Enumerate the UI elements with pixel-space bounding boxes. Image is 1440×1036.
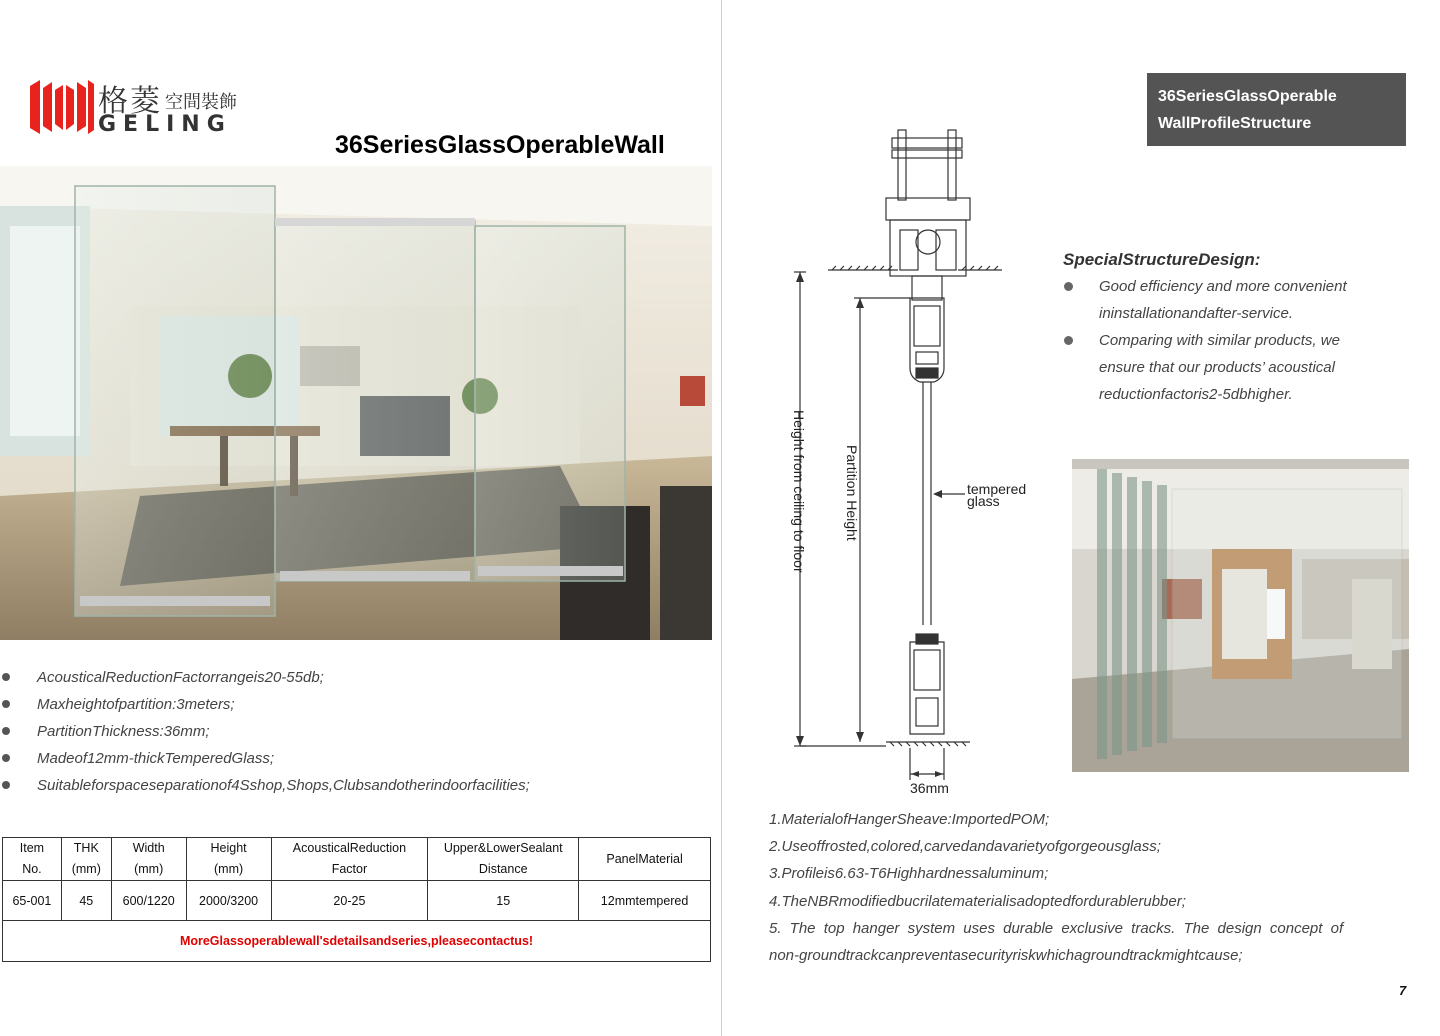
table-cell: 65-001 — [3, 881, 62, 921]
label-partition-height: Partition Height — [844, 445, 860, 541]
table-cell: 600/1220 — [111, 881, 186, 921]
bullet-dot-icon — [2, 727, 10, 735]
special-line: reductionfactoris2-5dbhigher. — [1099, 386, 1293, 403]
box-title-line1: 36SeriesGlassOperable — [1158, 88, 1337, 105]
table-cell: 2000/3200 — [186, 881, 271, 921]
special-line: ensure that our products’ acoustical — [1099, 359, 1335, 376]
feature-item: PartitionThickness:36mm; — [0, 720, 715, 747]
feature-list — [0, 666, 715, 801]
list-item: 5. The top hanger system uses durable exclusive tracks. The design concept of — [769, 920, 1344, 937]
table-note-row — [3, 921, 711, 962]
profile-cross-section-diagram — [780, 120, 1060, 810]
special-line: ininstallationandafter-service. — [1099, 305, 1293, 322]
label-glass: glass — [967, 493, 1000, 509]
list-item: 3.Profileis6.63-T6Highhardnessaluminum; — [769, 865, 1049, 882]
table-row — [3, 881, 711, 921]
bullet-dot-icon — [2, 700, 10, 708]
brand-cn-name: 格菱 — [98, 84, 162, 119]
bullet-dot-icon — [2, 673, 10, 681]
special-structure-title: SpecialStructureDesign: — [1063, 250, 1261, 269]
bullet-dot-icon — [1064, 336, 1073, 345]
table-header-cell: Item No. — [3, 838, 62, 881]
brand-logo — [30, 80, 250, 136]
special-line: Good efficiency and more convenient — [1099, 278, 1347, 295]
table-header-row — [3, 838, 711, 881]
label-tempered: tempered — [967, 481, 1027, 497]
table-header-cell: Upper&LowerSealant Distance — [428, 838, 579, 881]
bullet-dot-icon — [2, 781, 10, 789]
page-number: 7 — [1399, 983, 1407, 998]
list-item: 1.MaterialofHangerSheave:ImportedPOM; — [769, 811, 1050, 828]
showroom-glass-wall-photo — [1072, 459, 1409, 772]
profile-structure-title-box — [1147, 73, 1406, 146]
table-cell: 12mmtempered — [579, 881, 711, 921]
table-header-cell: PanelMaterial — [579, 838, 711, 881]
spec-table — [2, 837, 711, 962]
list-item: 4.TheNBRmodifiedbucrilatematerialisadoptedfordurablerubber; — [769, 893, 1186, 910]
feature-item: Maxheightofpartition:3meters; — [0, 693, 715, 720]
bullet-dot-icon — [2, 754, 10, 762]
special-line: Comparing with similar products, we — [1099, 332, 1340, 349]
brand-en-name: GELING — [98, 112, 232, 137]
feature-item: AcousticalReductionFactorrangeis20-55db; — [0, 666, 715, 693]
box-title-line2: WallProfileStructure — [1158, 115, 1312, 132]
table-header-cell: AcousticalReduction Factor — [271, 838, 428, 881]
table-header-cell: THK (mm) — [61, 838, 111, 881]
list-item: 2.Useoffrosted,colored,carvedandavarietyofgorgeousglass; — [769, 838, 1161, 855]
table-cell: 15 — [428, 881, 579, 921]
list-item: non-groundtrackcanpreventasecurityriskwhichagroundtrackmightcause; — [769, 947, 1243, 964]
geling-logo-mark-icon — [30, 80, 94, 134]
table-cell: 20-25 — [271, 881, 428, 921]
table-header-cell: Width (mm) — [111, 838, 186, 881]
page-divider — [721, 0, 722, 1036]
table-header-cell: Height (mm) — [186, 838, 271, 881]
page-title: 36SeriesGlassOperableWall — [335, 131, 665, 159]
table-cell: 45 — [61, 881, 111, 921]
feature-item: Madeof12mm-thickTemperedGlass; — [0, 747, 715, 774]
feature-item: Suitableforspaceseparationof4Sshop,Shops,Clubsandotherindoorfacilities; — [0, 774, 715, 801]
brand-cn-tagline: 空間裝飾 — [165, 92, 237, 113]
label-36mm: 36mm — [910, 780, 949, 796]
bullet-dot-icon — [1064, 282, 1073, 291]
office-glass-wall-photo — [0, 166, 712, 640]
label-ceiling-to-floor: Height from ceiling to floor — [791, 410, 807, 573]
contact-note: MoreGlassoperablewall'sdetailsandseries,pleasecontactus! — [3, 921, 711, 962]
